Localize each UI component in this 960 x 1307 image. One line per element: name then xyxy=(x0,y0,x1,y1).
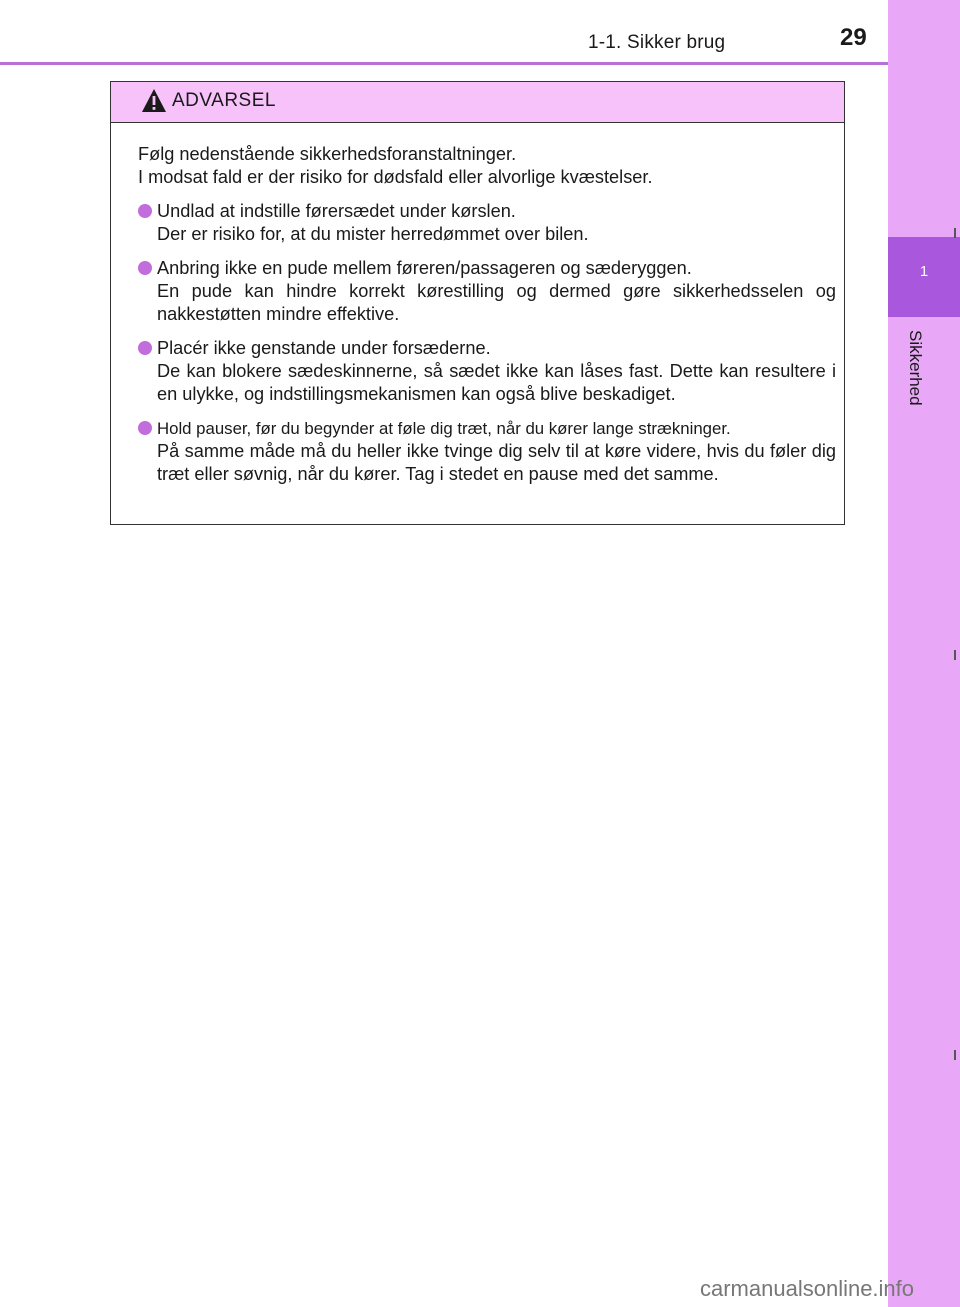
list-item xyxy=(138,417,836,486)
warning-intro xyxy=(138,143,836,189)
intro-line: I modsat fald er der risiko for dødsfald eller alvorlige kvæstelser. xyxy=(138,167,653,187)
item-heading: Anbring ikke en pude mellem føreren/passageren og sæderyggen. xyxy=(157,258,692,278)
crop-mark xyxy=(954,650,956,660)
intro-line: Følg nedenstående sikkerhedsforanstaltninger. xyxy=(138,144,517,164)
watermark: carmanualsonline.info xyxy=(700,1276,915,1301)
item-body: Der er risiko for, at du mister herredømmet over bilen. xyxy=(157,224,589,244)
item-heading: Undlad at indstille førersædet under kørslen. xyxy=(157,201,516,221)
item-body: En pude kan hindre korrekt kørestilling og dermed gøre sikkerhedsselen og nakkestøtten mindre effektive. xyxy=(157,281,836,324)
crop-mark xyxy=(954,1050,956,1060)
crop-mark xyxy=(954,228,956,238)
item-heading: Placér ikke genstande under forsæderne. xyxy=(157,338,491,358)
header-divider xyxy=(0,62,888,65)
list-item xyxy=(138,337,836,406)
chapter-number: 1 xyxy=(919,263,929,280)
bullet-dot-icon xyxy=(138,421,152,435)
warning-header xyxy=(111,82,844,123)
list-item xyxy=(138,200,836,246)
page-number: 29 xyxy=(840,24,867,51)
bullet-dot-icon xyxy=(138,261,152,275)
warning-box xyxy=(110,81,845,525)
bullet-dot-icon xyxy=(138,341,152,355)
chapter-tab[interactable] xyxy=(888,237,960,317)
list-item xyxy=(138,257,836,326)
warning-body xyxy=(111,123,844,486)
item-heading: Hold pauser, før du begynder at føle dig træt, når du kører lange strækninger. xyxy=(157,419,731,438)
warning-triangle-icon xyxy=(141,88,167,114)
bullet-dot-icon xyxy=(138,204,152,218)
chapter-label: Sikkerhed xyxy=(906,330,925,406)
warning-title: ADVARSEL xyxy=(172,90,276,111)
item-body: De kan blokere sædeskinnerne, så sædet ikke kan låses fast. Dette kan resultere i en ulykke, og indstillingsmekanismen kan også blive beskadiget. xyxy=(157,361,836,404)
section-title: 1-1. Sikker brug xyxy=(588,32,726,53)
item-body: På samme måde må du heller ikke tvinge dig selv til at køre videre, hvis du føler dig træt eller søvnig, når du kører. Tag i stedet en pause med det samme. xyxy=(157,441,836,484)
side-band xyxy=(888,0,960,1307)
